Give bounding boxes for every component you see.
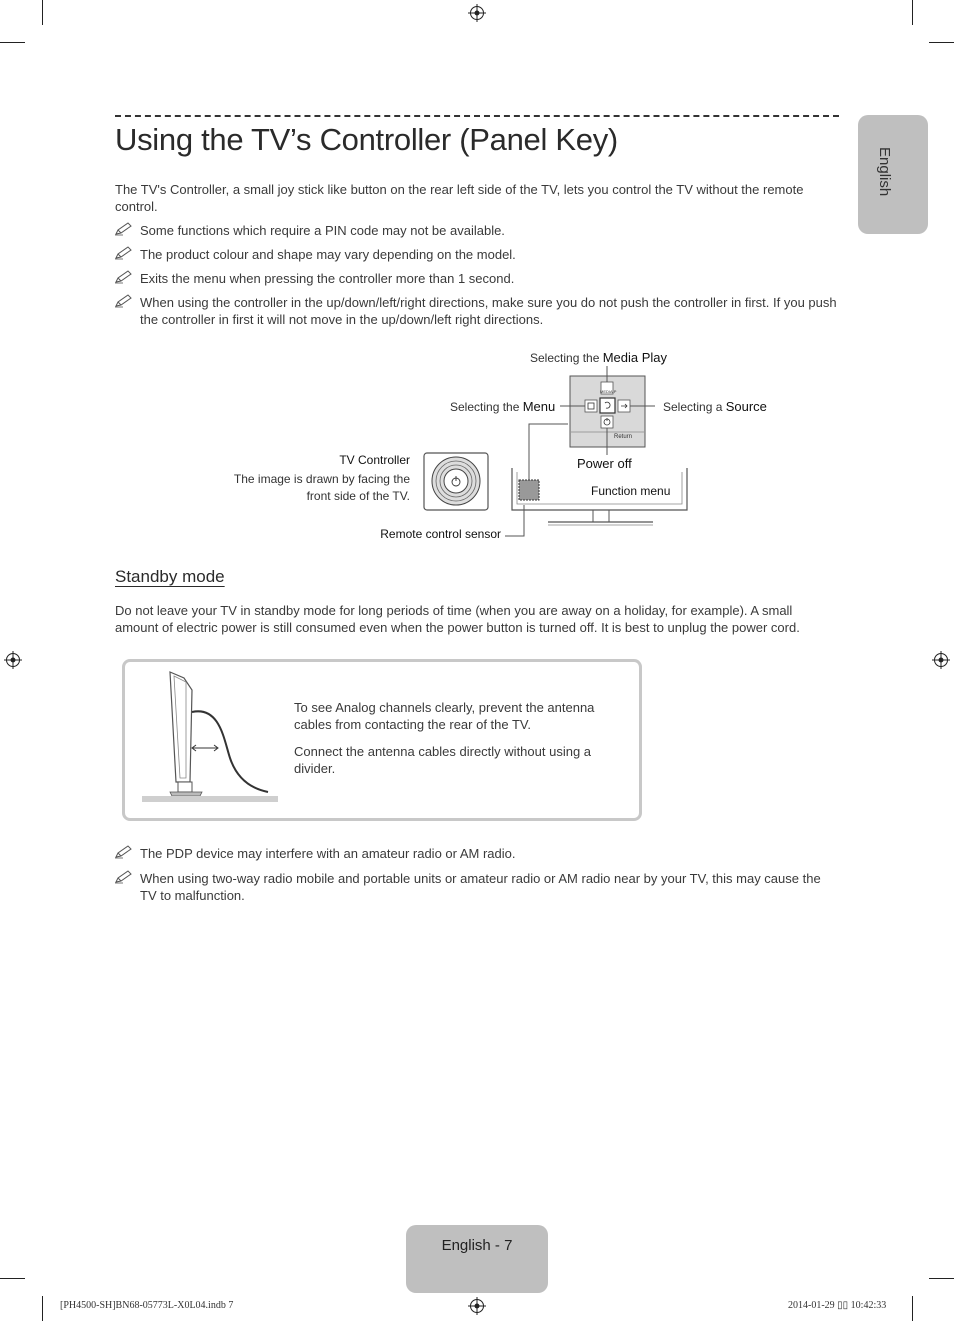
note-item (115, 222, 839, 239)
note-text: When using two-way radio mobile and portable units or amateur radio or AM radio near by your TV, this may cause the TV to malfunction. (140, 871, 821, 903)
note-item (115, 246, 839, 263)
antenna-text-1: To see Analog channels clearly, prevent the antenna cables from contacting the rear of the TV. (294, 700, 595, 732)
crop-mark (0, 42, 25, 43)
standby-paragraph: Do not leave your TV in standby mode for long periods of time (when you are away on a holiday, for example). A small amount of electric power is still consumed even when the power button is turned off. It is best to unplug the power cord. (115, 603, 800, 635)
registration-mark-icon (4, 651, 22, 669)
menu-bold: Menu (522, 399, 556, 414)
media-play-label (530, 350, 667, 365)
footer-timestamp: 2014-01-29 ▯▯ 10:42:33 (788, 1300, 887, 1311)
note-item (115, 270, 839, 287)
page-title: Using the TV’s Controller (Panel Key) (115, 122, 618, 157)
key-return-label: Return (614, 434, 633, 440)
note-pencil-icon (115, 222, 133, 236)
power-off-label: Power off (577, 456, 632, 471)
page-number-tab (406, 1225, 548, 1293)
note-pencil-icon (115, 870, 133, 884)
crop-mark (42, 0, 43, 25)
function-menu-label: Function menu (591, 484, 671, 498)
source-prefix: Selecting a (663, 400, 726, 414)
note-text: The product colour and shape may vary depending on the model. (140, 247, 516, 262)
remote-sensor-label: Remote control sensor (380, 527, 501, 541)
note-item (115, 845, 839, 862)
note-pencil-icon (115, 845, 133, 859)
footer-file-info: [PH4500-SH]BN68-05773L-X0L04.indb 7 (60, 1300, 234, 1311)
note-pencil-icon (115, 270, 133, 284)
tv-controller-note-1: The image is drawn by facing the (233, 472, 410, 486)
note-text: Exits the menu when pressing the controller more than 1 second. (140, 271, 515, 286)
tv-side-illustration (140, 670, 282, 806)
note-text: The PDP device may interfere with an amateur radio or AM radio. (140, 846, 516, 861)
tv-controller-note-2: front side of the TV. (306, 489, 410, 503)
registration-mark-icon (468, 1297, 486, 1315)
tv-controller-label: TV Controller (339, 453, 410, 467)
language-tab (858, 115, 928, 234)
standby-title: Standby mode (115, 567, 225, 586)
crop-mark (0, 1278, 25, 1279)
menu-prefix: Selecting the (450, 400, 523, 414)
source-label (663, 399, 767, 414)
antenna-text-2: Connect the antenna cables directly without using a divider. (294, 744, 592, 776)
note-text: When using the controller in the up/down/left/right directions, make sure you do not push the controller in first. If you push the controller in first it will not move in the up/down/left right directions. (140, 295, 837, 327)
crop-mark (912, 1296, 913, 1321)
intro-paragraph: The TV's Controller, a small joy stick like button on the rear left side of the TV, lets you control the TV without the remote control. (115, 182, 804, 214)
key-media-label: MEDIA.P (600, 389, 617, 394)
language-tab-label: English (876, 147, 893, 197)
crop-mark (912, 0, 913, 25)
media-play-prefix: Selecting the (530, 351, 603, 365)
registration-mark-icon (468, 4, 486, 22)
note-pencil-icon (115, 246, 133, 260)
note-item (115, 870, 839, 904)
crop-mark (929, 42, 954, 43)
note-item (115, 294, 839, 328)
page-number-label: English - 7 (441, 1237, 513, 1254)
menu-label (450, 399, 555, 414)
controller-diagram (400, 340, 800, 550)
media-play-bold: Media Play (602, 350, 668, 365)
note-pencil-icon (115, 294, 133, 308)
source-bold: Source (725, 399, 767, 414)
crop-mark (929, 1278, 954, 1279)
crop-mark (42, 1296, 43, 1321)
note-text: Some functions which require a PIN code may not be available. (140, 223, 505, 238)
registration-mark-icon (932, 651, 950, 669)
title-rule (115, 115, 839, 117)
